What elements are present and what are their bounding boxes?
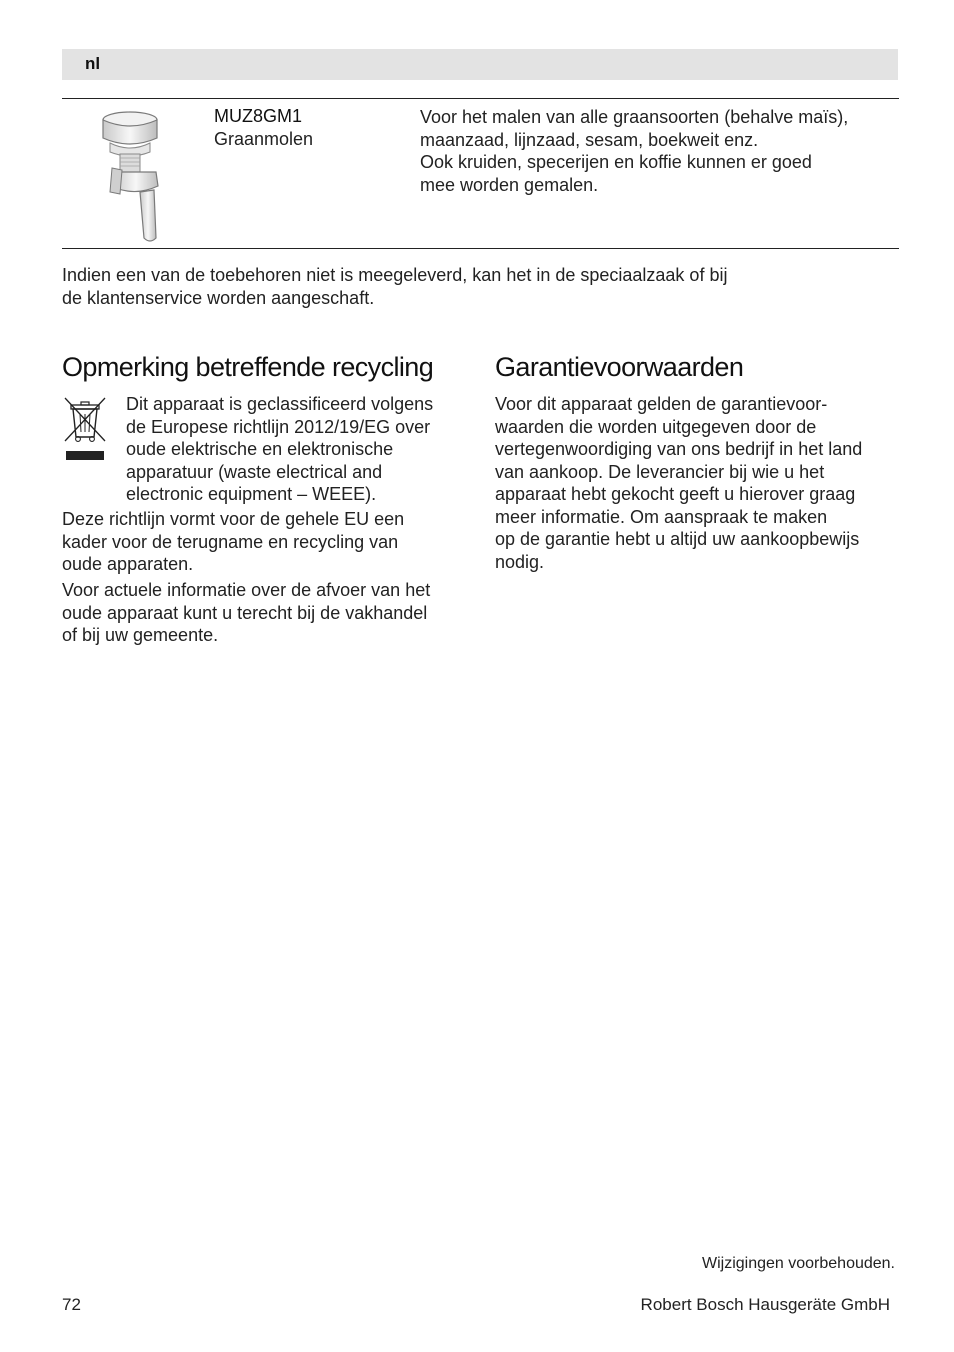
changes-reserved-note: Wijzigingen voorbehouden. [701, 1255, 895, 1272]
weee-line: oude elektrische en elektronische [126, 439, 394, 459]
company-name: Robert Bosch Hausgeräte GmbH [640, 1295, 890, 1314]
product-name: Graanmolen [214, 129, 314, 149]
grain-mill-attachment-icon [96, 110, 168, 244]
weee-crossed-bin-icon [62, 395, 108, 461]
table-bottom-rule [62, 248, 899, 249]
accessory-note [62, 264, 862, 309]
product-description-line: mee worden gemalen. [420, 174, 599, 195]
weee-line: Dit apparaat is geclassificeerd volgens [126, 394, 434, 414]
warranty-line: apparaat hebt gekocht geeft u hierover graag [495, 484, 856, 504]
warranty-line: Voor dit apparaat gelden de garantievoor- [495, 394, 828, 414]
recycling-heading: Opmerking betreffende recycling [62, 352, 434, 382]
product-description [420, 106, 900, 196]
warranty-line: vertegenwoordiging van ons bedrijf in het land [495, 439, 863, 459]
recycling-paragraph-3 [62, 579, 430, 647]
recycling-line: of bij uw gemeente. [62, 625, 219, 645]
weee-line: apparatuur (waste electrical and [126, 461, 383, 482]
warranty-line: van aankoop. De leverancier bij wie u het [495, 461, 825, 482]
warranty-line: meer informatie. Om aanspraak te maken [495, 506, 828, 527]
warranty-heading: Garantievoorwaarden [495, 352, 744, 382]
product-description-line: Ook kruiden, specerijen en koffie kunnen er goed [420, 152, 812, 172]
language-header-bar [62, 49, 898, 80]
page-number: 72 [62, 1295, 81, 1314]
warranty-paragraph [495, 393, 862, 573]
recycling-line: Deze richtlijn vormt voor de gehele EU een [62, 509, 405, 529]
table-top-rule [62, 98, 899, 99]
note-line: Indien een van de toebehoren niet is meegeleverd, kan het in de speciaalzaak of bij [62, 265, 728, 285]
recycling-line: kader voor de terugname en recycling van [62, 531, 399, 552]
warranty-line: nodig. [495, 551, 545, 572]
product-description-line: Voor het malen van alle graansoorten (behalve maïs), [420, 107, 849, 127]
recycling-line: oude apparaten. [62, 554, 194, 574]
warranty-line: op de garantie hebt u altijd uw aankoopbewijs [495, 529, 860, 549]
weee-line: electronic equipment – WEEE). [126, 484, 377, 504]
note-line: de klantenservice worden aangeschaft. [62, 287, 375, 308]
warranty-line: waarden die worden uitgegeven door de [495, 416, 817, 437]
recycling-line: Voor actuele informatie over de afvoer van het [62, 580, 431, 600]
recycling-paragraph-2 [62, 508, 404, 576]
weee-line: de Europese richtlijn 2012/19/EG over [126, 416, 431, 437]
language-label: nl [85, 54, 101, 73]
weee-paragraph [126, 393, 433, 506]
recycling-line: oude apparaat kunt u terecht bij de vakhandel [62, 602, 428, 623]
product-description-line: maanzaad, lijnzaad, sesam, boekweit enz. [420, 129, 759, 150]
product-code: MUZ8GM1 [214, 106, 303, 126]
